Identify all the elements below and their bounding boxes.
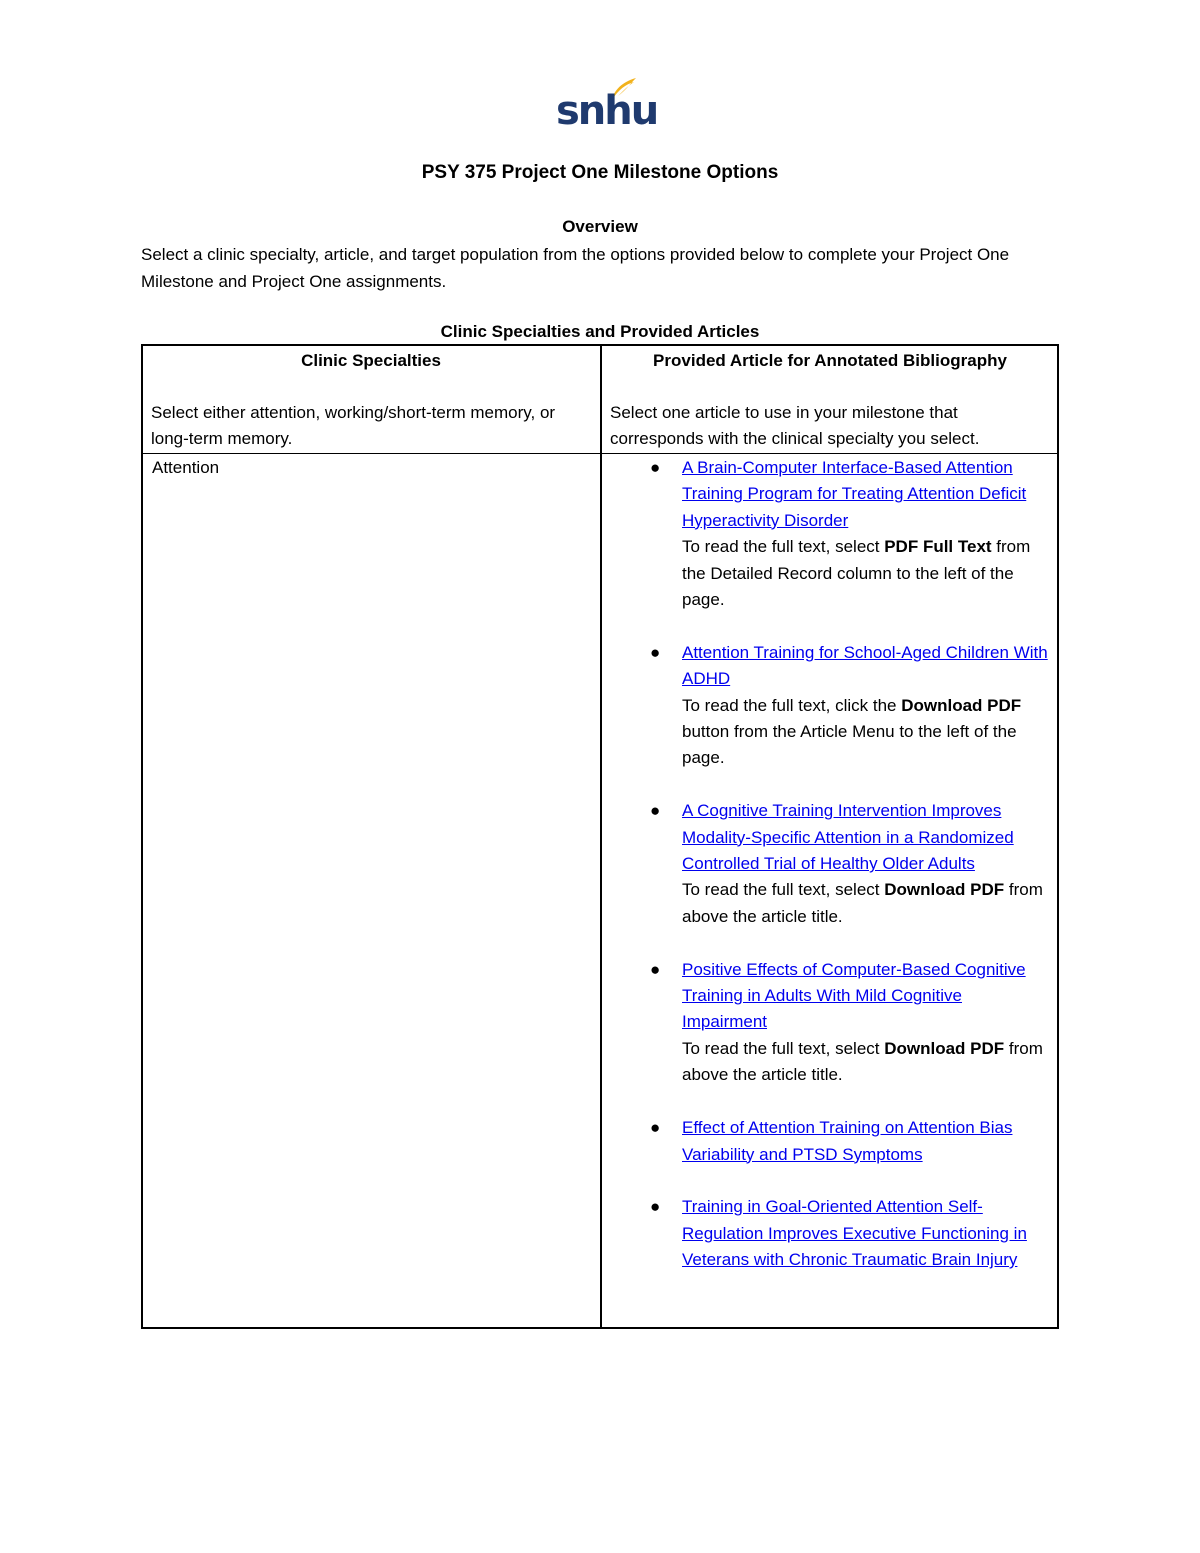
bullet-icon: ● xyxy=(650,1197,661,1217)
bullet-icon: ● xyxy=(650,801,661,821)
article-link[interactable]: Training in Goal-Oriented Attention Self-Regulation Improves Executive Functioning in Veterans with Chronic Traumatic Brain Injury xyxy=(682,1197,1027,1270)
specialties-table xyxy=(141,344,1059,1329)
bullet-icon: ● xyxy=(650,642,661,662)
column-description: Select one article to use in your milestone that corresponds with the clinical specialty you select. xyxy=(610,403,980,448)
article-link[interactable]: A Cognitive Training Intervention Improves Modality-Specific Attention in a Randomized Controlled Trial of Healthy Older Adults xyxy=(682,801,1014,874)
article-link[interactable]: A Brain-Computer Interface-Based Attention Training Program for Treating Attention Deficit Hyperactivity Disorder xyxy=(682,458,1027,530)
logo-wordmark: snhu xyxy=(556,88,658,134)
article-instructions: To read the full text, select Download PDF from above the article title. xyxy=(682,880,1043,926)
overview-text: Select a clinic specialty, article, and target population from the options provided below to complete your Project One Milestone and Project One assignments. xyxy=(141,245,1010,291)
article-instructions: To read the full text, select Download PDF from above the article title. xyxy=(682,1038,1043,1085)
overview-heading: Overview xyxy=(562,217,638,236)
header-cell-provided-article xyxy=(610,348,1050,452)
article-instructions: To read the full text, select PDF Full Text from the Detailed Record column to the left of the page. xyxy=(682,537,1031,610)
article-instructions: To read the full text, click the Download PDF button from the Article Menu to the left of the page. xyxy=(682,695,1022,768)
column-divider xyxy=(600,346,602,1327)
table-caption: Clinic Specialties and Provided Articles xyxy=(440,322,760,341)
header-cell-clinic-specialties xyxy=(151,348,591,452)
specialty-cell: Attention xyxy=(152,458,220,477)
list-item xyxy=(610,640,1050,772)
article-link[interactable]: Attention Training for School-Aged Children With ADHD xyxy=(682,642,1048,689)
column-title: Clinic Specialties xyxy=(301,351,441,370)
page-title: PSY 375 Project One Milestone Options xyxy=(421,162,779,183)
column-description: Select either attention, working/short-term memory, or long-term memory. xyxy=(151,403,556,448)
list-item xyxy=(610,957,1050,1089)
list-item xyxy=(610,1115,1050,1168)
column-title: Provided Article for Annotated Bibliography xyxy=(653,351,1007,370)
article-link[interactable]: Positive Effects of Computer-Based Cognitive Training in Adults With Mild Cognitive Impairment xyxy=(682,959,1026,1032)
list-item xyxy=(610,798,1050,930)
bullet-icon: ● xyxy=(650,458,661,477)
header-row-divider xyxy=(143,453,1057,454)
article-list xyxy=(610,455,1050,1274)
snhu-logo xyxy=(556,76,658,134)
article-link[interactable]: Effect of Attention Training on Attention Bias Variability and PTSD Symptoms xyxy=(682,1118,1013,1164)
bullet-icon: ● xyxy=(650,959,661,979)
list-item xyxy=(610,1194,1050,1273)
list-item xyxy=(610,455,1050,613)
bullet-icon: ● xyxy=(650,1118,661,1138)
